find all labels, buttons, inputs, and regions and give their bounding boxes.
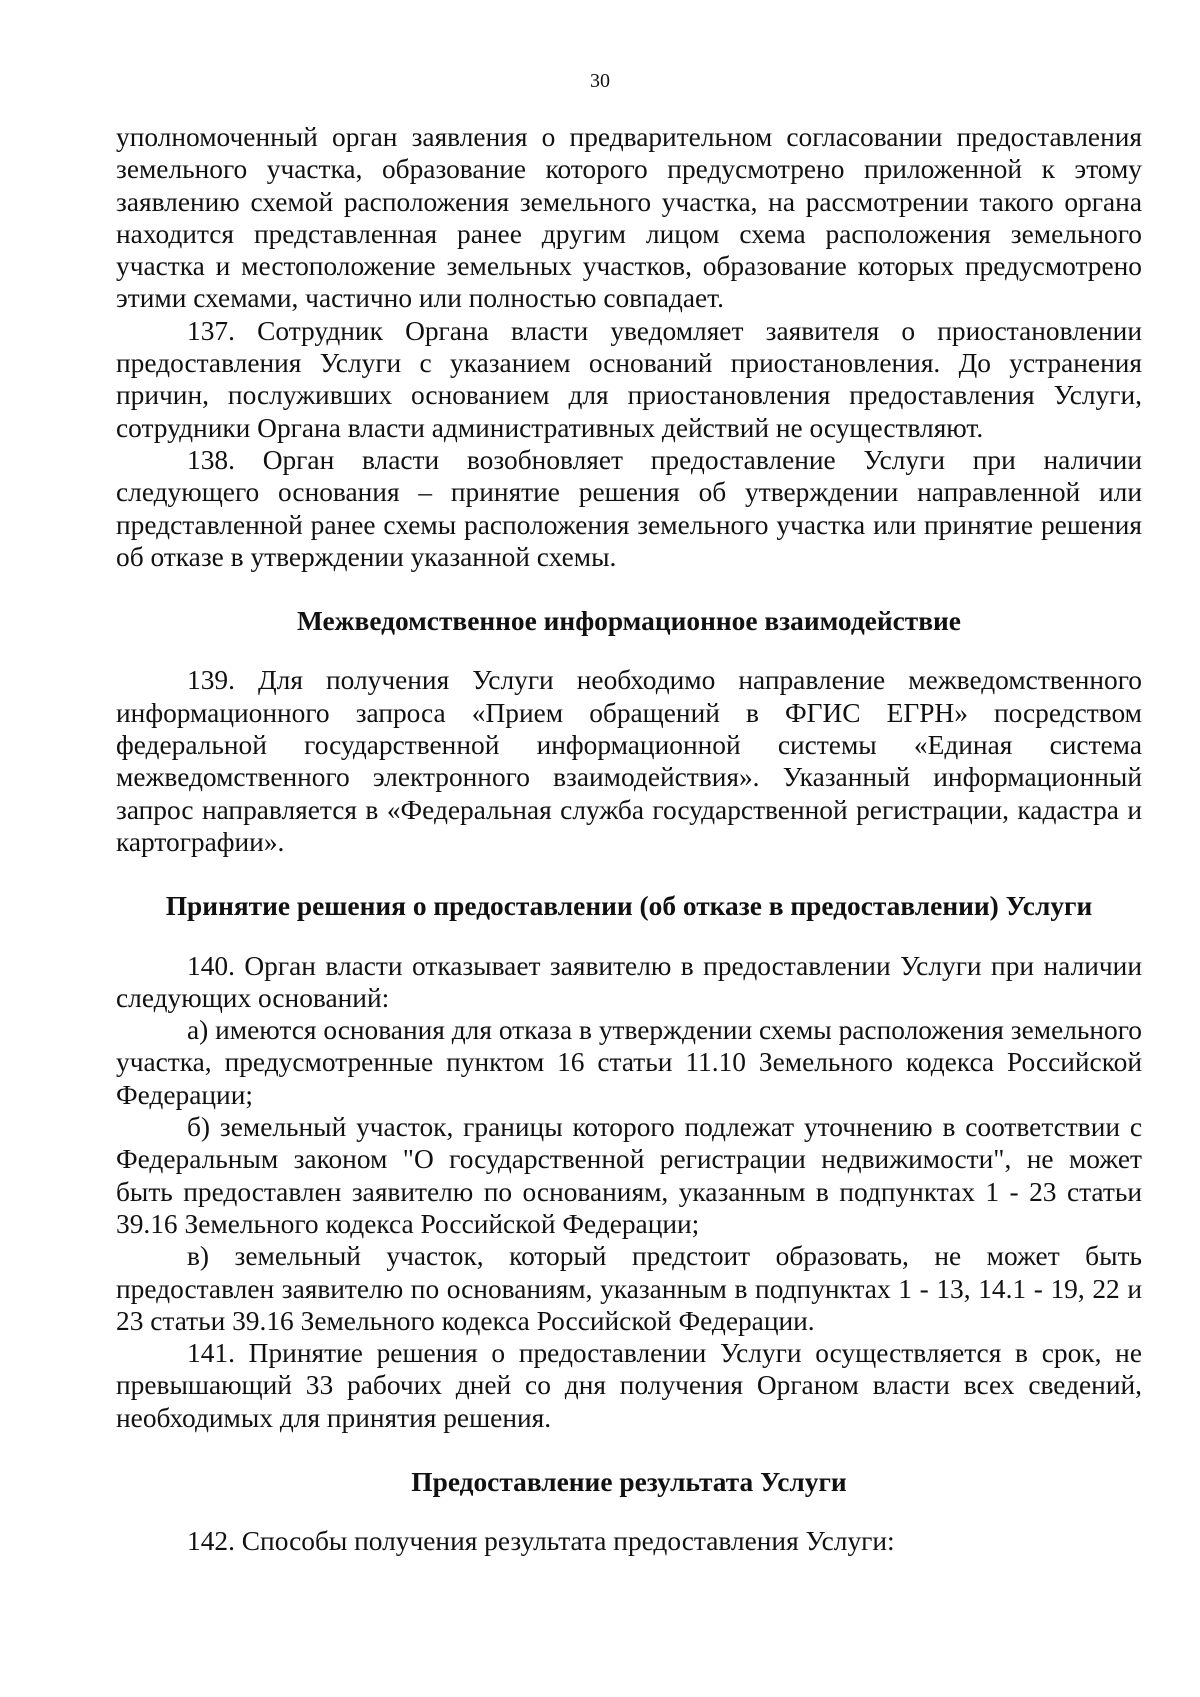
document-body [116, 121, 1142, 1558]
paragraph-140-a: а) имеются основания для отказа в утверждении схемы расположения земельного участка, предусмотренные пунктом 16 статьи 11.10 Земельного кодекса Российской Федерации; [116, 1015, 1142, 1110]
paragraph-141: 141. Принятие решения о предоставлении Услуги осуществляется в срок, не превышающий 33 рабочих дней со дня получения Органом власти всех сведений, необходимых для принятия решения. [116, 1338, 1142, 1433]
paragraph-139: 139. Для получения Услуги необходимо направление межведомственного информационного запроса «Прием обращений в ФГИС ЕГРН» посредством федеральной государственной информационной системы «Единая система межведомственного электронного взаимодействия». Указанный информационный запрос направляется в «Федеральная служба государственной регистрации, кадастра и картографии». [116, 665, 1142, 857]
paragraph-137: 137. Сотрудник Органа власти уведомляет заявителя о приостановлении предоставления Услуги с указанием оснований приостановления. До устранения причин, послуживших основанием для приостановления предоставления Услуги, сотрудники Органа власти административных действий не осуществляют. [116, 315, 1142, 443]
paragraph-140: 140. Орган власти отказывает заявителю в предоставлении Услуги при наличии следующих оснований: [116, 950, 1142, 1013]
section-heading-decision: Принятие решения о предоставлении (об отказе в предоставлении) Услуги [165, 891, 1093, 922]
section-heading-result: Предоставление результата Услуги [411, 1466, 847, 1497]
paragraph-142: 142. Способы получения результата предоставления Услуги: [187, 1526, 895, 1557]
section-heading-interagency: Межведомственное информационное взаимодействие [297, 606, 961, 637]
paragraph-140-v: в) земельный участок, который предстоит образовать, не может быть предоставлен заявителю по основаниям, указанным в подпунктах 1 - 13, 14.1 - 19, 22 и 23 статьи 39.16 Земельного кодекса Российской Федерации. [116, 1241, 1142, 1336]
paragraph-140-b: б) земельный участок, границы которого подлежат уточнению в соответствии с Федеральным законом "О государственной регистрации недвижимости", не может быть предоставлен заявителю по основаниям, указанным в подпунктах 1 - 23 статьи 39.16 Земельного кодекса Российской Федерации; [116, 1112, 1142, 1239]
page-number: 30 [590, 70, 610, 92]
paragraph-continuation: уполномоченный орган заявления о предварительном согласовании предоставления земельного участка, образование которого предусмотрено приложенной к этому заявлению схемой расположения земельного участка, на рассмотрении такого органа находится представленная ранее другим лицом схема расположения земельного участка и местоположение земельных участков, образование которых предусмотрено этими схемами, частично или полностью совпадает. [116, 122, 1142, 314]
paragraph-138: 138. Орган власти возобновляет предоставление Услуги при наличии следующего основания – принятие решения об утверждении направленной или представленной ранее схемы расположения земельного участка или принятие решения об отказе в утверждении указанной схемы. [116, 444, 1142, 572]
